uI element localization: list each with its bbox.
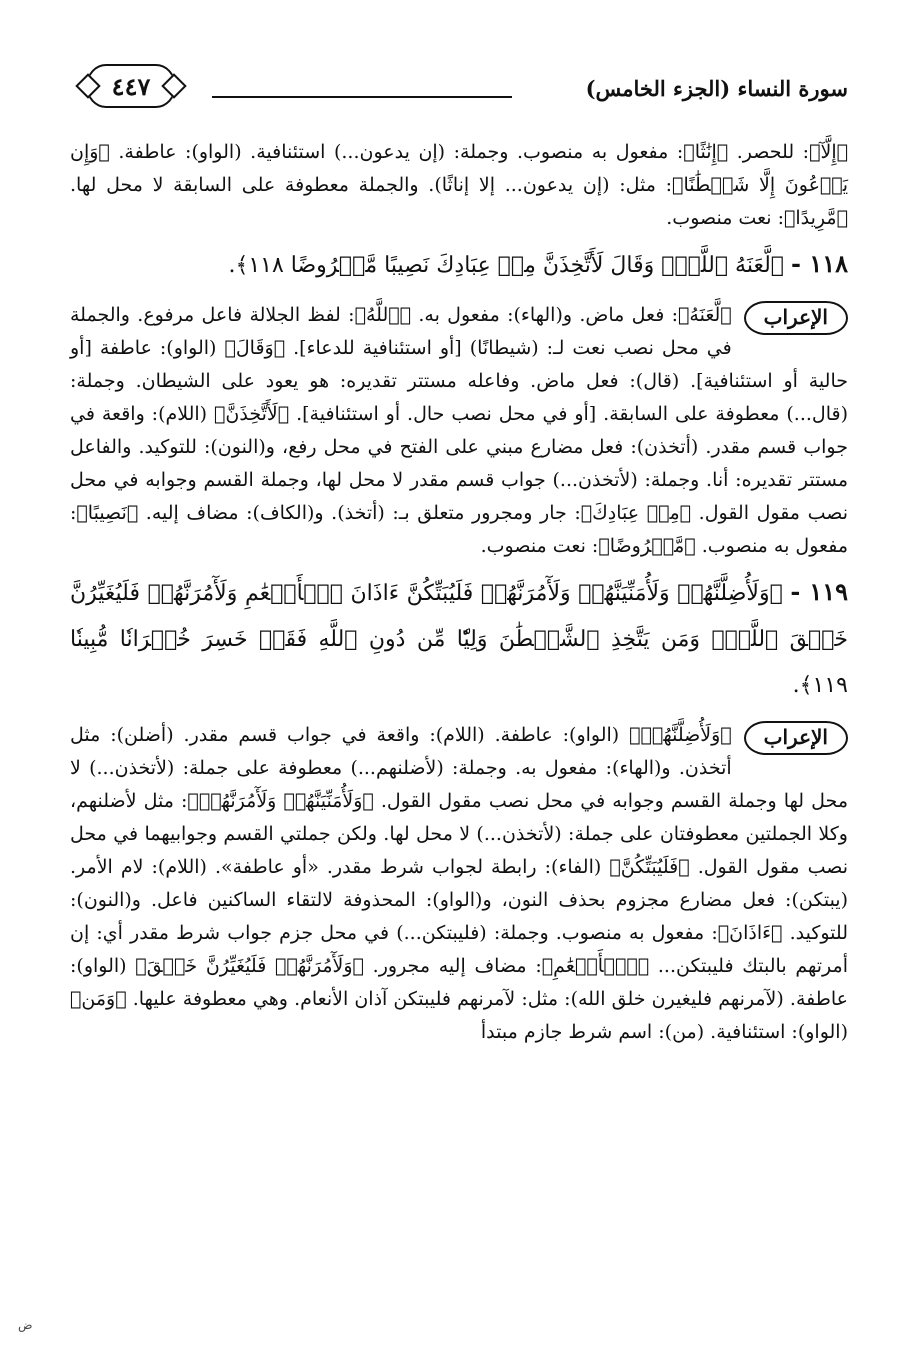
page-number-badge xyxy=(86,64,176,108)
verse-118 xyxy=(70,241,848,289)
verse-number: ١١٨ - xyxy=(791,249,848,278)
surah-title: سورة النساء (الجزء الخامس) xyxy=(585,76,848,101)
analysis-118 xyxy=(70,299,848,563)
verse-119 xyxy=(70,569,848,709)
page-number: ٤٤٧ xyxy=(111,71,151,101)
analysis-text: ﴿وَلَأُضِلَّنَّهُمۡ﴾ (الواو): عاطفة. (اللام): واقعة في جواب قسم مقدر. (أضلن): مثل أتخذن. و(الهاء): مفعول به. وجملة: (لأضلنهم...) معطوفة على جملة: (لأتخذن...) لا محل لها وجملة القسم وجوابه في محل نصب مقول القول. ﴿وَلَأُمَنِّيَنَّهُمۡ وَلَأٓمُرَنَّهُمۡ﴾: مثل لأضلنهم، وكلا الجملتين معطوفتان على جملة: (لأتخذن...) لا محل لها. ولكن جملتي القسم وجوابيهما في محل نصب مقول القول. ﴿فَلَيُبَتِّكُنَّ﴾ (الفاء): رابطة لجواب شرط مقدر. «أو عاطفة». (اللام): لام الأمر. (يبتكن): فعل مضارع مجزوم بحذف النون، و(الواو): المحذوفة لالتقاء الساكنين فاعل. و(النون): للتوكيد. ﴿ءَاذَانَ﴾: مفعول به منصوب. وجملة: (فليبتكن...) في محل جزم جواب شرط مقدر أي: إن أمرتهم بالبتك فليبتكن... ﴿ٱلۡأَنۡعَٰمِ﴾: مضاف إليه مجرور. ﴿وَلَأٓمُرَنَّهُمۡ فَلَيُغَيِّرُنَّ خَلۡقَ﴾ (الواو): عاطفة. (لآمرنهم فليغيرن خلق الله): مثل: لآمرنهم فليبتكن آذان الأنعام. وهي معطوفة عليها. ﴿وَمَن﴾ (الواو): استئنافية. (من): اسم شرط جازم مبتدأ xyxy=(70,724,848,1043)
verse-number: ١١٩ - xyxy=(790,577,848,606)
irab-label: الإعراب xyxy=(744,721,848,755)
verse-text: ﴿وَلَأُضِلَّنَّهُمۡ وَلَأُمَنِّيَنَّهُمۡ وَلَأٓمُرَنَّهُمۡ فَلَيُبَتِّكُنَّ ءَاذَانَ ٱلۡأَنۡعَٰمِ وَلَأٓمُرَنَّهُمۡ فَلَيُغَيِّرُنَّ خَلۡقَ ٱللَّهِۚ وَمَن يَتَّخِذِ ٱلشَّيۡطَٰنَ وَلِيّٗا مِّن دُونِ ٱللَّهِ فَقَدۡ خَسِرَ خُسۡرَانٗا مُّبِينٗا ١١٩﴾. xyxy=(70,581,848,698)
intro-paragraph: ﴿إِلَّآ﴾: للحصر. ﴿إِنَٰثًا﴾: مفعول به منصوب. وجملة: (إن يدعون...) استئنافية. (الواو): عاطفة. ﴿وَإِن يَدۡعُونَ إِلَّا شَيۡطَٰنًا﴾: مثل: (إن يدعون... إلا إناثًا). والجملة معطوفة على السابقة لا محل لها. ﴿مَّرِيدًا﴾: نعت منصوب. xyxy=(70,141,848,229)
corner-mark: ﺽ xyxy=(18,1318,33,1332)
analysis-119 xyxy=(70,719,848,1049)
verse-text: ﴿لَّعَنَهُ ٱللَّهُۘ وَقَالَ لَأَتَّخِذَنَّ مِنۡ عِبَادِكَ نَصِيبًا مَّفۡرُوضًا ١١٨﴾. xyxy=(228,253,784,278)
page-header xyxy=(70,58,848,128)
page xyxy=(70,58,848,1049)
header-divider xyxy=(212,96,512,98)
analysis-text: ﴿لَّعَنَهُ﴾: فعل ماض. و(الهاء): مفعول به. ﴿ٱللَّهُ﴾: لفظ الجلالة فاعل مرفوع. والجملة في محل نصب نعت لـ: (شيطانًا) [أو استئنافية للدعاء]. ﴿وَقَالَ﴾ (الواو): عاطفة [أو حالية أو استئنافية]. (قال): فعل ماض. وفاعله مستتر تقديره: هو يعود على الشيطان. وجملة: (قال...) معطوفة على السابقة. [أو في محل نصب حال. أو استئنافية]. ﴿لَأَتَّخِذَنَّ﴾ (اللام): واقعة في جواب قسم مقدر. (أتخذن): فعل مضارع مبني على الفتح في محل رفع، و(النون): للتوكيد. والفاعل مستتر تقديره: أنا. وجملة: (لأتخذن...) جواب قسم مقدر لا محل لها، وجملة القسم وجوابه في محل نصب مقول القول. ﴿مِنۡ عِبَادِكَ﴾: جار ومجرور متعلق بـ: (أتخذ). و(الكاف): مضاف إليه. ﴿نَصِيبًا﴾: مفعول به منصوب. ﴿مَّفۡرُوضًا﴾: نعت منصوب. xyxy=(70,304,848,557)
irab-label: الإعراب xyxy=(744,301,848,335)
